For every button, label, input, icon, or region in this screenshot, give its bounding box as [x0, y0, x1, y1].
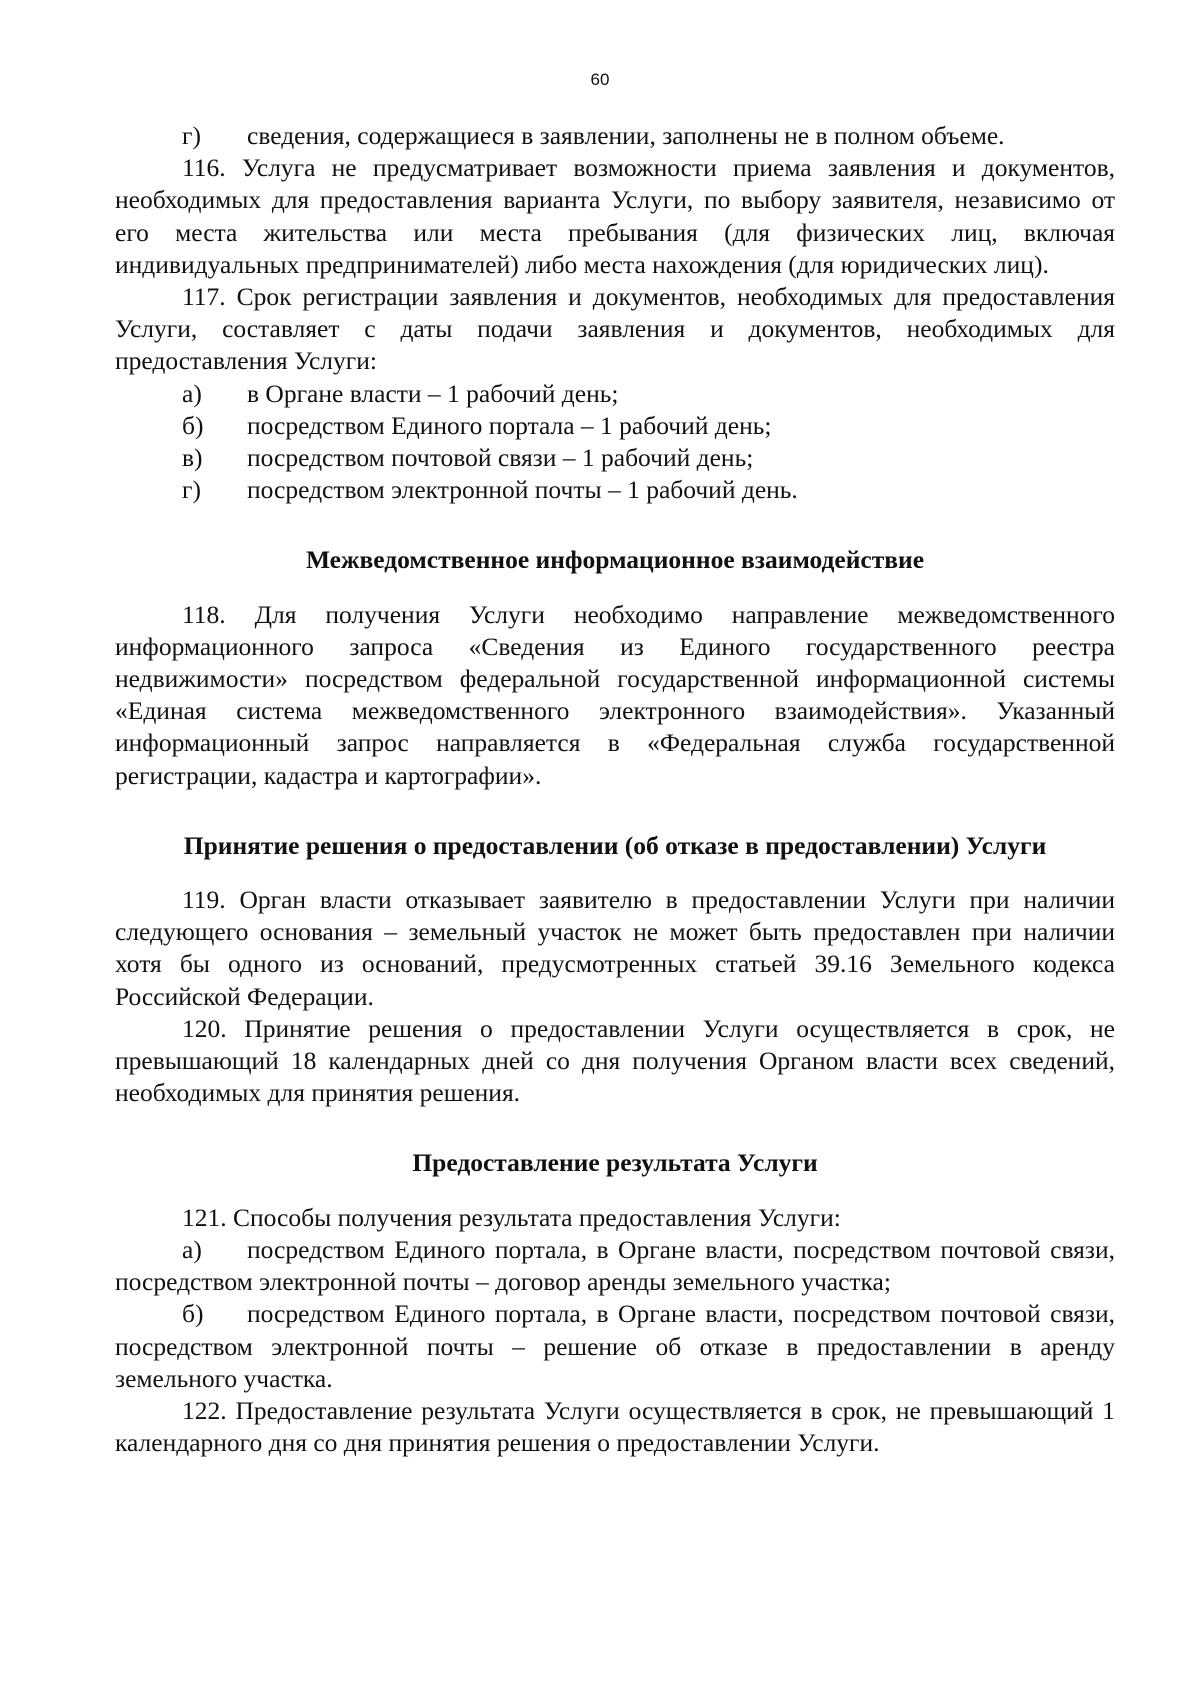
spacer — [115, 792, 1115, 830]
list-item — [115, 474, 1115, 506]
list-item — [115, 378, 1115, 410]
list-item-text: сведения, содержащиеся в заявлении, заполнены не в полном объеме. — [247, 121, 1005, 150]
paragraph-118: 118. Для получения Услуги необходимо направление межведомственного информационного запроса «Сведения из Единого государственного реестра недвижимости» посредством федеральной государственной информационной системы «Единая система межведомственного электронного взаимодействия». Указанный информационный запрос направляется в «Федеральная служба государственной регистрации, кадастра и картографии». — [115, 599, 1115, 790]
paragraph-116: 116. Услуга не предусматривает возможности приема заявления и документов, необходимых для предоставления варианта Услуги, по выбору заявителя, независимо от его места жительства или места пребывания (для физических лиц, включая индивидуальных предпринимателей) либо места нахождения (для юридических лиц). — [115, 153, 1115, 279]
paragraph-121: 121. Способы получения результата предоставления Услуги: — [182, 1202, 841, 1232]
paragraph-120: 120. Принятие решения о предоставлении Услуги осуществляется в срок, не превышающий 18 календарных дней со дня получения Органом власти всех сведений, необходимых для принятия решения. — [115, 1013, 1115, 1108]
document-body — [115, 120, 1115, 1459]
spacer — [115, 506, 1115, 544]
section-heading: Принятие решения о предоставлении (об отказе в предоставлении) Услуги — [183, 830, 1047, 860]
list-marker: а) — [182, 378, 202, 408]
list-item — [115, 442, 1115, 474]
list-item-text: посредством электронной почты – 1 рабочий день. — [247, 475, 798, 505]
paragraph-117: 117. Срок регистрации заявления и документов, необходимых для предоставления Услуги, составляет с даты подачи заявления и документов, необходимых для предоставления Услуги: — [115, 282, 1115, 376]
paragraph-122: 122. Предоставление результата Услуги осуществляется в срок, не превышающий 1 календарного дня со дня принятия решения о предоставлении Услуги. — [115, 1395, 1115, 1458]
paragraph-119: 119. Орган власти отказывает заявителю в предоставлении Услуги при наличии следующего основания – земельный участок не может быть предоставлен при наличии хотя бы одного из оснований, предусмотренных статьей 39.16 Земельного кодекса Российской Федерации. — [115, 885, 1115, 1011]
list-marker: в) — [182, 443, 203, 473]
list-marker: б) — [182, 1299, 204, 1329]
list-item — [115, 120, 1115, 152]
list-item-text: посредством Единого портала, в Органе власти, посредством почтовой связи, посредством электронной почты – решение об отказе в предоставлении в аренду земельного участка. — [115, 1299, 1115, 1393]
list-marker: г) — [182, 475, 201, 505]
page-number: 60 — [590, 70, 610, 89]
list-marker: а) — [182, 1234, 202, 1264]
section-heading: Предоставление результата Услуги — [412, 1148, 818, 1178]
spacer — [115, 862, 1115, 884]
list-item-text: посредством почтовой связи – 1 рабочий день; — [247, 443, 754, 473]
list-item-text: в Органе власти – 1 рабочий день; — [247, 378, 619, 408]
spacer — [115, 577, 1115, 599]
spacer — [115, 1109, 1115, 1147]
spacer — [115, 1180, 1115, 1202]
list-marker: г) — [182, 121, 201, 150]
list-marker: б) — [182, 410, 204, 440]
section-heading: Межведомственное информационное взаимодействие — [305, 545, 925, 575]
list-item-text: посредством Единого портала – 1 рабочий день; — [247, 410, 772, 440]
list-item — [115, 1298, 1115, 1395]
list-item — [115, 1234, 1115, 1298]
list-item — [115, 410, 1115, 442]
list-item-text: посредством Единого портала, в Органе власти, посредством почтовой связи, посредством электронной почты – договор аренды земельного участка; — [115, 1234, 1115, 1297]
